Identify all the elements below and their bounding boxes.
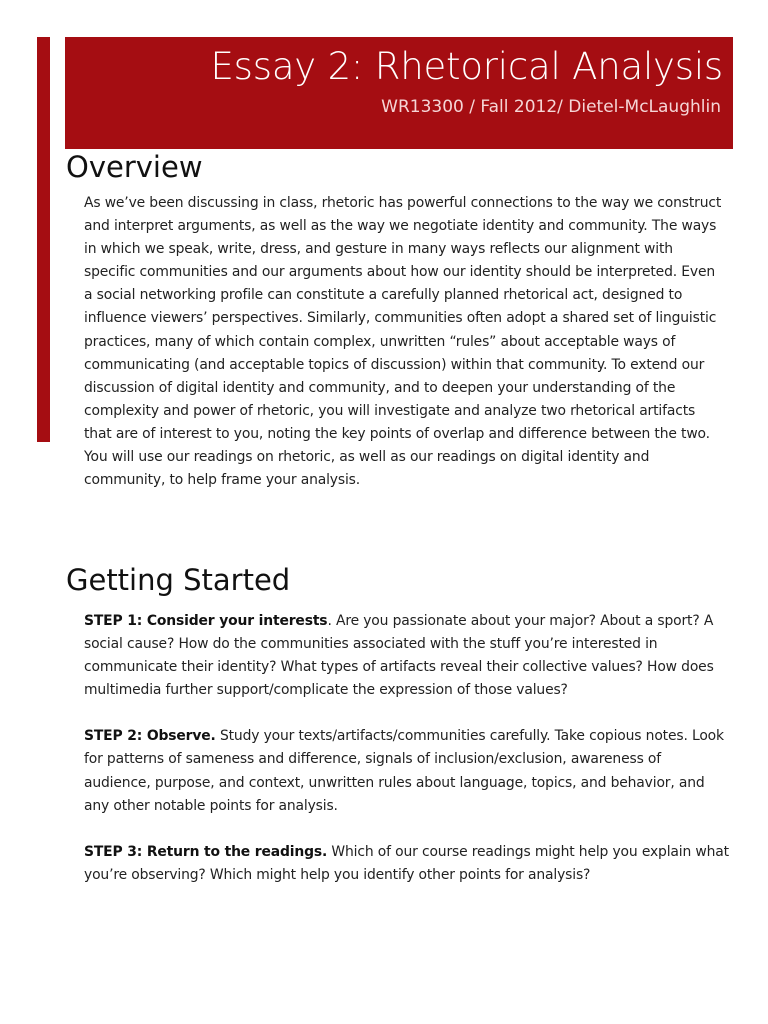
course-subtitle: WR13300 / Fall 2012/ Dietel-McLaughlin (381, 97, 721, 117)
title-banner (65, 37, 733, 149)
step-3 (84, 841, 729, 887)
step-1 (84, 610, 729, 702)
overview-heading: Overview (66, 150, 203, 184)
step-2-text: Study your texts/artifacts/communities carefully. Take copious notes. Look for patterns of sameness and difference, signals of inclusion/exclusion, awareness of audience, purpose, and context, unwritten rules about language, topics, and behavior, and any other notable points for analysis. (84, 728, 724, 814)
step-1-label: STEP 1: Consider your interests (84, 613, 328, 629)
step-2-label: STEP 2: Observe. (84, 728, 216, 745)
step-1-text: . Are you passionate about your major? About a sport? A social cause? How do the communities associated with the stuff you’re interested in communicate their identity? What types of artifacts reveal their collective values? How does multimedia further support/complicate the expression of those values? (84, 613, 714, 699)
step-2 (84, 725, 729, 817)
document-title: Essay 2: Rhetorical Analysis (210, 45, 723, 88)
getting-started-heading: Getting Started (66, 563, 291, 597)
accent-side-bar (37, 37, 50, 442)
step-3-label: STEP 3: Return to the readings. (84, 843, 328, 860)
overview-paragraph: As we’ve been discussing in class, rhetoric has powerful connections to the way we construct and interpret arguments, as well as the way we negotiate identity and community. The ways in which we speak, write, dress, and gesture in many ways reflects our alignment with specific communities and our arguments about how our identity should be interpreted. Even a social networking profile can constitute a carefully planned rhetorical act, designed to influence viewers’ perspectives. Similarly, communities often adopt a shared set of linguistic practices, many of which contain complex, unwritten “rules” about acceptable ways of communicating (and acceptable topics of discussion) within that community. To extend our discussion of digital identity and community, and to deepen your understanding of the complexity and power of rhetoric, you will investigate and analyze two rhetorical artifacts that are of interest to you, noting the key points of overlap and difference between the two. You will use our readings on rhetoric, as well as our readings on digital identity and community, to help frame your analysis. (84, 195, 722, 489)
steps-list (84, 610, 729, 910)
step-3-text: Which of our course readings might help you explain what you’re observing? Which might help you identify other points for analysis? (84, 843, 729, 883)
